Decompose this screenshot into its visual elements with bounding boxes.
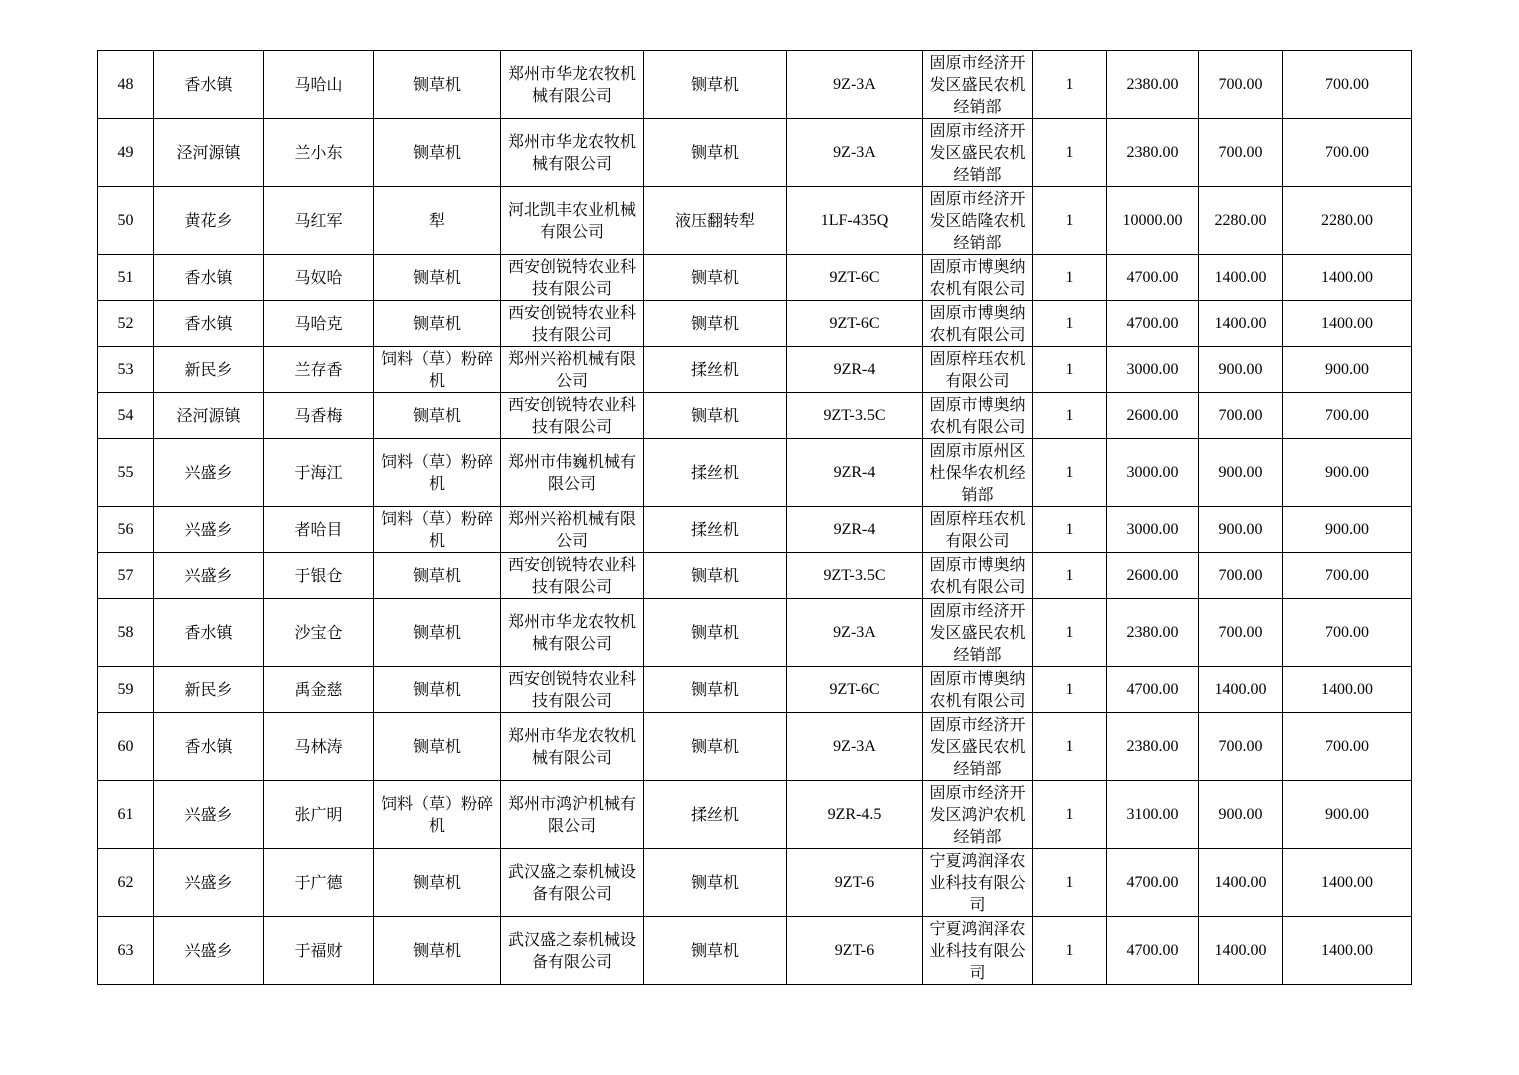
cell-buyer-name: 沙宝仓 <box>264 599 374 667</box>
cell-buyer-name: 兰存香 <box>264 347 374 393</box>
cell-quantity: 1 <box>1033 599 1107 667</box>
cell-model: 9ZR-4 <box>787 439 923 507</box>
cell-unit-price: 4700.00 <box>1107 301 1199 347</box>
cell-dealer: 固原市博奥纳农机有限公司 <box>923 553 1033 599</box>
cell-dealer: 固原市原州区杜保华农机经销部 <box>923 439 1033 507</box>
cell-manufacturer: 郑州市华龙农牧机械有限公司 <box>501 599 644 667</box>
cell-township: 兴盛乡 <box>154 507 264 553</box>
cell-buyer-name: 张广明 <box>264 781 374 849</box>
cell-model: 9ZT-6 <box>787 917 923 985</box>
cell-serial-number: 48 <box>98 51 154 119</box>
cell-product-name: 铡草机 <box>644 917 787 985</box>
table-row <box>98 553 1412 599</box>
cell-township: 兴盛乡 <box>154 849 264 917</box>
cell-township: 黄花乡 <box>154 187 264 255</box>
cell-total-subsidy: 700.00 <box>1283 393 1412 439</box>
cell-township: 泾河源镇 <box>154 393 264 439</box>
cell-model: 9ZT-3.5C <box>787 393 923 439</box>
cell-township: 香水镇 <box>154 51 264 119</box>
cell-product-name: 铡草机 <box>644 849 787 917</box>
cell-township: 香水镇 <box>154 713 264 781</box>
cell-quantity: 1 <box>1033 51 1107 119</box>
cell-machine-category: 铡草机 <box>374 393 501 439</box>
cell-machine-category: 饲料（草）粉碎机 <box>374 781 501 849</box>
table-row <box>98 507 1412 553</box>
cell-dealer: 固原市博奥纳农机有限公司 <box>923 667 1033 713</box>
cell-manufacturer: 西安创锐特农业科技有限公司 <box>501 667 644 713</box>
cell-dealer: 宁夏鸿润泽农业科技有限公司 <box>923 849 1033 917</box>
cell-product-name: 铡草机 <box>644 393 787 439</box>
table-row <box>98 393 1412 439</box>
cell-manufacturer: 郑州市华龙农牧机械有限公司 <box>501 51 644 119</box>
cell-machine-category: 铡草机 <box>374 713 501 781</box>
cell-manufacturer: 郑州市伟巍机械有限公司 <box>501 439 644 507</box>
cell-township: 兴盛乡 <box>154 553 264 599</box>
cell-unit-subsidy: 900.00 <box>1199 347 1283 393</box>
cell-township: 兴盛乡 <box>154 917 264 985</box>
cell-product-name: 铡草机 <box>644 713 787 781</box>
cell-buyer-name: 禹金慈 <box>264 667 374 713</box>
cell-dealer: 固原梓珏农机有限公司 <box>923 507 1033 553</box>
cell-total-subsidy: 1400.00 <box>1283 849 1412 917</box>
cell-unit-price: 2600.00 <box>1107 553 1199 599</box>
cell-serial-number: 63 <box>98 917 154 985</box>
cell-dealer: 固原市经济开发区盛民农机经销部 <box>923 713 1033 781</box>
cell-serial-number: 58 <box>98 599 154 667</box>
table-row <box>98 347 1412 393</box>
table-row <box>98 781 1412 849</box>
table-row <box>98 301 1412 347</box>
cell-machine-category: 铡草机 <box>374 917 501 985</box>
table-row <box>98 917 1412 985</box>
cell-township: 新民乡 <box>154 667 264 713</box>
cell-quantity: 1 <box>1033 553 1107 599</box>
cell-model: 9ZR-4.5 <box>787 781 923 849</box>
cell-manufacturer: 武汉盛之泰机械设备有限公司 <box>501 849 644 917</box>
cell-unit-subsidy: 2280.00 <box>1199 187 1283 255</box>
cell-quantity: 1 <box>1033 713 1107 781</box>
cell-unit-subsidy: 700.00 <box>1199 553 1283 599</box>
cell-township: 兴盛乡 <box>154 439 264 507</box>
cell-total-subsidy: 1400.00 <box>1283 301 1412 347</box>
cell-unit-subsidy: 1400.00 <box>1199 667 1283 713</box>
cell-unit-price: 2380.00 <box>1107 713 1199 781</box>
cell-model: 9ZT-6C <box>787 255 923 301</box>
cell-total-subsidy: 900.00 <box>1283 439 1412 507</box>
cell-manufacturer: 西安创锐特农业科技有限公司 <box>501 301 644 347</box>
cell-unit-subsidy: 1400.00 <box>1199 849 1283 917</box>
cell-serial-number: 56 <box>98 507 154 553</box>
cell-dealer: 固原市经济开发区盛民农机经销部 <box>923 599 1033 667</box>
table-row <box>98 439 1412 507</box>
cell-total-subsidy: 1400.00 <box>1283 255 1412 301</box>
table-row <box>98 599 1412 667</box>
cell-product-name: 铡草机 <box>644 667 787 713</box>
subsidy-table <box>97 50 1412 985</box>
cell-manufacturer: 郑州市鸿沪机械有限公司 <box>501 781 644 849</box>
cell-product-name: 铡草机 <box>644 119 787 187</box>
cell-serial-number: 51 <box>98 255 154 301</box>
table-row <box>98 119 1412 187</box>
cell-serial-number: 49 <box>98 119 154 187</box>
cell-serial-number: 50 <box>98 187 154 255</box>
cell-unit-subsidy: 700.00 <box>1199 51 1283 119</box>
cell-quantity: 1 <box>1033 255 1107 301</box>
cell-buyer-name: 于海江 <box>264 439 374 507</box>
cell-model: 9ZR-4 <box>787 507 923 553</box>
cell-serial-number: 53 <box>98 347 154 393</box>
table-row <box>98 51 1412 119</box>
cell-model: 9ZT-6C <box>787 667 923 713</box>
cell-dealer: 固原市经济开发区皓隆农机经销部 <box>923 187 1033 255</box>
cell-machine-category: 铡草机 <box>374 119 501 187</box>
cell-model: 9Z-3A <box>787 119 923 187</box>
table-row <box>98 667 1412 713</box>
cell-manufacturer: 郑州兴裕机械有限公司 <box>501 507 644 553</box>
cell-machine-category: 饲料（草）粉碎机 <box>374 507 501 553</box>
cell-quantity: 1 <box>1033 347 1107 393</box>
cell-unit-price: 3000.00 <box>1107 347 1199 393</box>
cell-product-name: 铡草机 <box>644 301 787 347</box>
cell-unit-price: 4700.00 <box>1107 255 1199 301</box>
cell-unit-price: 3100.00 <box>1107 781 1199 849</box>
cell-quantity: 1 <box>1033 781 1107 849</box>
cell-dealer: 固原市博奥纳农机有限公司 <box>923 255 1033 301</box>
cell-quantity: 1 <box>1033 393 1107 439</box>
cell-quantity: 1 <box>1033 917 1107 985</box>
cell-product-name: 揉丝机 <box>644 507 787 553</box>
cell-unit-price: 4700.00 <box>1107 917 1199 985</box>
cell-model: 9Z-3A <box>787 713 923 781</box>
cell-total-subsidy: 700.00 <box>1283 713 1412 781</box>
table-row <box>98 849 1412 917</box>
cell-total-subsidy: 700.00 <box>1283 553 1412 599</box>
cell-quantity: 1 <box>1033 507 1107 553</box>
cell-manufacturer: 西安创锐特农业科技有限公司 <box>501 393 644 439</box>
cell-manufacturer: 西安创锐特农业科技有限公司 <box>501 553 644 599</box>
cell-manufacturer: 西安创锐特农业科技有限公司 <box>501 255 644 301</box>
cell-model: 9ZT-6 <box>787 849 923 917</box>
cell-buyer-name: 马红军 <box>264 187 374 255</box>
cell-buyer-name: 马哈克 <box>264 301 374 347</box>
cell-total-subsidy: 1400.00 <box>1283 917 1412 985</box>
cell-quantity: 1 <box>1033 187 1107 255</box>
cell-unit-subsidy: 1400.00 <box>1199 255 1283 301</box>
cell-unit-subsidy: 700.00 <box>1199 393 1283 439</box>
cell-dealer: 固原梓珏农机有限公司 <box>923 347 1033 393</box>
cell-total-subsidy: 1400.00 <box>1283 667 1412 713</box>
cell-dealer: 固原市博奥纳农机有限公司 <box>923 393 1033 439</box>
table-row <box>98 187 1412 255</box>
cell-buyer-name: 马林涛 <box>264 713 374 781</box>
cell-buyer-name: 于广德 <box>264 849 374 917</box>
cell-township: 香水镇 <box>154 301 264 347</box>
cell-unit-subsidy: 900.00 <box>1199 781 1283 849</box>
cell-machine-category: 饲料（草）粉碎机 <box>374 347 501 393</box>
cell-machine-category: 犁 <box>374 187 501 255</box>
cell-model: 9ZR-4 <box>787 347 923 393</box>
cell-serial-number: 59 <box>98 667 154 713</box>
cell-product-name: 揉丝机 <box>644 439 787 507</box>
cell-manufacturer: 郑州市华龙农牧机械有限公司 <box>501 713 644 781</box>
cell-unit-price: 4700.00 <box>1107 667 1199 713</box>
cell-serial-number: 55 <box>98 439 154 507</box>
cell-product-name: 铡草机 <box>644 255 787 301</box>
cell-total-subsidy: 2280.00 <box>1283 187 1412 255</box>
table-row <box>98 255 1412 301</box>
cell-quantity: 1 <box>1033 439 1107 507</box>
cell-model: 9ZT-3.5C <box>787 553 923 599</box>
cell-machine-category: 铡草机 <box>374 849 501 917</box>
cell-machine-category: 铡草机 <box>374 667 501 713</box>
cell-manufacturer: 郑州兴裕机械有限公司 <box>501 347 644 393</box>
cell-product-name: 铡草机 <box>644 599 787 667</box>
cell-manufacturer: 河北凯丰农业机械有限公司 <box>501 187 644 255</box>
cell-total-subsidy: 900.00 <box>1283 507 1412 553</box>
cell-model: 1LF-435Q <box>787 187 923 255</box>
cell-model: 9ZT-6C <box>787 301 923 347</box>
cell-township: 兴盛乡 <box>154 781 264 849</box>
cell-machine-category: 铡草机 <box>374 255 501 301</box>
cell-unit-subsidy: 700.00 <box>1199 713 1283 781</box>
cell-serial-number: 57 <box>98 553 154 599</box>
cell-serial-number: 54 <box>98 393 154 439</box>
cell-unit-price: 2600.00 <box>1107 393 1199 439</box>
cell-dealer: 宁夏鸿润泽农业科技有限公司 <box>923 917 1033 985</box>
cell-product-name: 揉丝机 <box>644 347 787 393</box>
cell-unit-price: 4700.00 <box>1107 849 1199 917</box>
cell-machine-category: 饲料（草）粉碎机 <box>374 439 501 507</box>
cell-quantity: 1 <box>1033 667 1107 713</box>
cell-unit-price: 2380.00 <box>1107 599 1199 667</box>
cell-buyer-name: 马哈山 <box>264 51 374 119</box>
cell-buyer-name: 于福财 <box>264 917 374 985</box>
cell-unit-subsidy: 900.00 <box>1199 439 1283 507</box>
cell-unit-price: 3000.00 <box>1107 439 1199 507</box>
cell-total-subsidy: 900.00 <box>1283 781 1412 849</box>
cell-unit-price: 2380.00 <box>1107 51 1199 119</box>
cell-buyer-name: 马香梅 <box>264 393 374 439</box>
cell-buyer-name: 于银仓 <box>264 553 374 599</box>
cell-serial-number: 60 <box>98 713 154 781</box>
cell-total-subsidy: 900.00 <box>1283 347 1412 393</box>
cell-product-name: 揉丝机 <box>644 781 787 849</box>
cell-serial-number: 62 <box>98 849 154 917</box>
cell-dealer: 固原市博奥纳农机有限公司 <box>923 301 1033 347</box>
cell-product-name: 液压翻转犁 <box>644 187 787 255</box>
cell-quantity: 1 <box>1033 119 1107 187</box>
cell-product-name: 铡草机 <box>644 553 787 599</box>
cell-unit-subsidy: 1400.00 <box>1199 301 1283 347</box>
cell-serial-number: 61 <box>98 781 154 849</box>
cell-machine-category: 铡草机 <box>374 553 501 599</box>
cell-buyer-name: 马奴哈 <box>264 255 374 301</box>
cell-model: 9Z-3A <box>787 599 923 667</box>
table-body <box>98 51 1412 985</box>
cell-manufacturer: 武汉盛之泰机械设备有限公司 <box>501 917 644 985</box>
cell-model: 9Z-3A <box>787 51 923 119</box>
cell-quantity: 1 <box>1033 301 1107 347</box>
cell-total-subsidy: 700.00 <box>1283 119 1412 187</box>
cell-buyer-name: 兰小东 <box>264 119 374 187</box>
cell-quantity: 1 <box>1033 849 1107 917</box>
cell-buyer-name: 者哈目 <box>264 507 374 553</box>
cell-unit-price: 10000.00 <box>1107 187 1199 255</box>
cell-total-subsidy: 700.00 <box>1283 599 1412 667</box>
cell-unit-price: 3000.00 <box>1107 507 1199 553</box>
cell-dealer: 固原市经济开发区盛民农机经销部 <box>923 119 1033 187</box>
cell-machine-category: 铡草机 <box>374 51 501 119</box>
cell-unit-subsidy: 700.00 <box>1199 599 1283 667</box>
cell-unit-price: 2380.00 <box>1107 119 1199 187</box>
cell-township: 香水镇 <box>154 255 264 301</box>
cell-township: 香水镇 <box>154 599 264 667</box>
cell-total-subsidy: 700.00 <box>1283 51 1412 119</box>
cell-unit-subsidy: 900.00 <box>1199 507 1283 553</box>
table-row <box>98 713 1412 781</box>
cell-unit-subsidy: 1400.00 <box>1199 917 1283 985</box>
cell-dealer: 固原市经济开发区鸿沪农机经销部 <box>923 781 1033 849</box>
cell-dealer: 固原市经济开发区盛民农机经销部 <box>923 51 1033 119</box>
cell-machine-category: 铡草机 <box>374 599 501 667</box>
cell-township: 新民乡 <box>154 347 264 393</box>
cell-machine-category: 铡草机 <box>374 301 501 347</box>
cell-serial-number: 52 <box>98 301 154 347</box>
cell-township: 泾河源镇 <box>154 119 264 187</box>
cell-manufacturer: 郑州市华龙农牧机械有限公司 <box>501 119 644 187</box>
cell-product-name: 铡草机 <box>644 51 787 119</box>
cell-unit-subsidy: 700.00 <box>1199 119 1283 187</box>
